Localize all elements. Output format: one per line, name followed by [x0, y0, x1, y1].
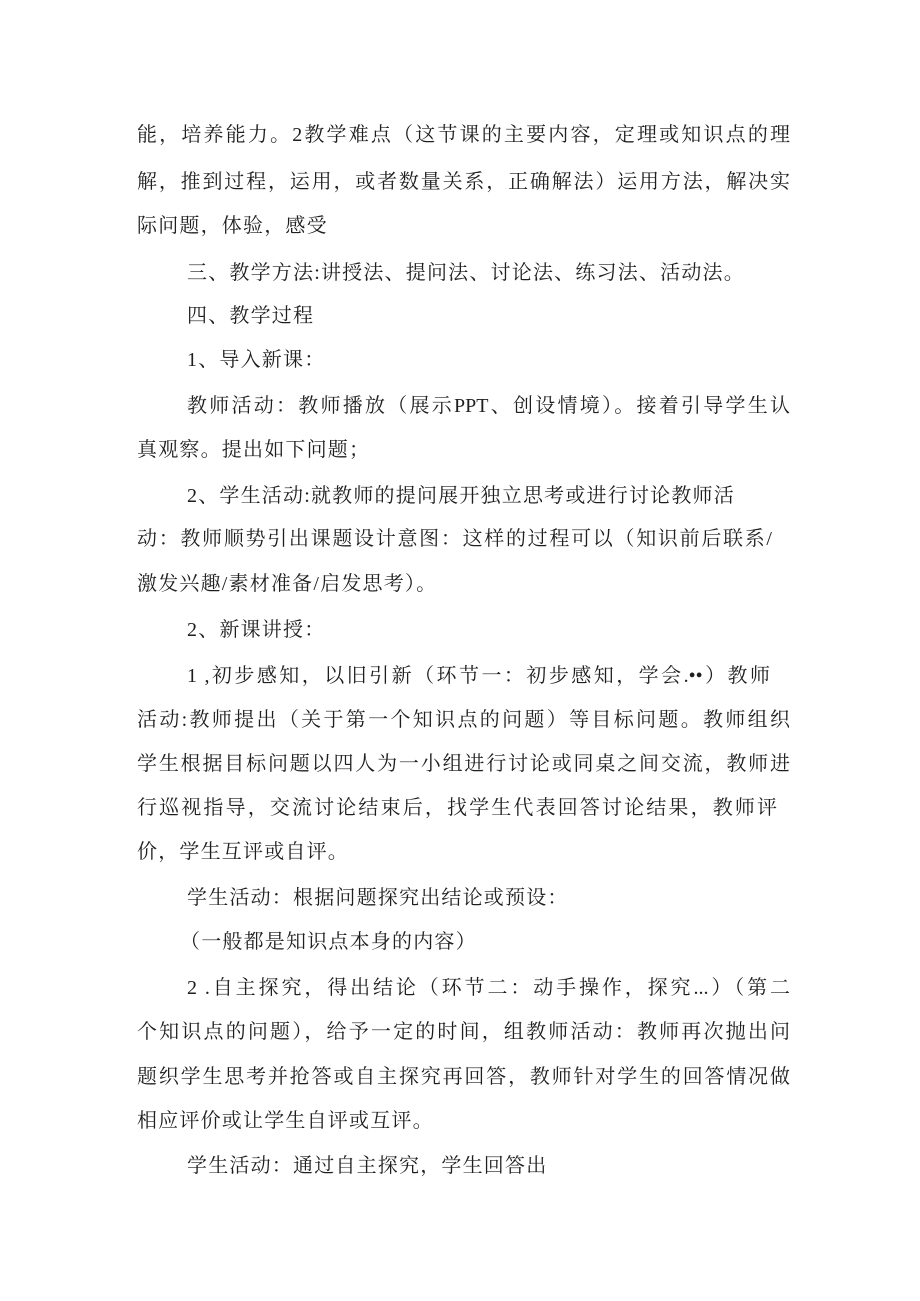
text-line: 2 .自主探究，得出结论（环节二：动手操作，探究...）（第二 [187, 977, 790, 999]
text-line: 际问题，体验，感受 [137, 215, 328, 237]
text-line: 相应评价或让学生自评或互评。 [137, 1110, 434, 1132]
text-line: 行巡视指导，交流讨论结束后，找学生代表回答讨论结果，教师评 [137, 797, 777, 819]
text-line: 真观察。提出如下问题； [137, 439, 371, 461]
text-line: 学生根据目标问题以四人为一小组进行讨论或同桌之间交流，教师进 [137, 753, 790, 775]
text-line: 教师活动：教师播放（展示PPT、创设情境）。接着引导学生认 [187, 395, 790, 417]
text-line: 解，推到过程，运用，或者数量关系，正确解法）运用方法，解决实 [137, 171, 790, 193]
text-line: 2、学生活动:就教师的提问展开独立思考或进行讨论教师活 [187, 485, 735, 507]
text-line: 题织学生思考并抢答或自主探究再回答，教师针对学生的回答情况做 [137, 1066, 790, 1088]
text-line: 价，学生互评或自评。 [137, 841, 349, 863]
text-line: 激发兴趣/素材准备/启发思考）。 [137, 573, 438, 595]
text-line: 动：教师顺势引出课题设计意图：这样的过程可以（知识前后联系/ [137, 528, 772, 550]
text-line: 学生活动：通过自主探究，学生回答出 [187, 1155, 548, 1177]
text-line: 活动:教师提出（关于第一个知识点的问题）等目标问题。教师组织 [137, 709, 790, 731]
text-line: （一般都是知识点本身的内容） [180, 931, 477, 953]
text-line: 学生活动：根据问题探究出结论或预设： [187, 887, 569, 909]
subsection-heading: 1、导入新课： [187, 349, 326, 371]
text-line: 个知识点的问题），给予一定的时间，组教师活动：教师再次抛出问 [137, 1021, 790, 1043]
subsection-heading: 2、新课讲授： [187, 619, 326, 641]
text-line: 三、教学方法:讲授法、提问法、讨论法、练习法、活动法。 [187, 262, 745, 284]
section-heading: 四、教学过程 [187, 305, 315, 327]
text-line: 1 ,初步感知，以旧引新（环节一：初步感知，学会.••）教师 [187, 665, 770, 687]
text-line: 能，培养能力。2教学难点（这节课的主要内容，定理或知识点的理 [137, 124, 790, 146]
